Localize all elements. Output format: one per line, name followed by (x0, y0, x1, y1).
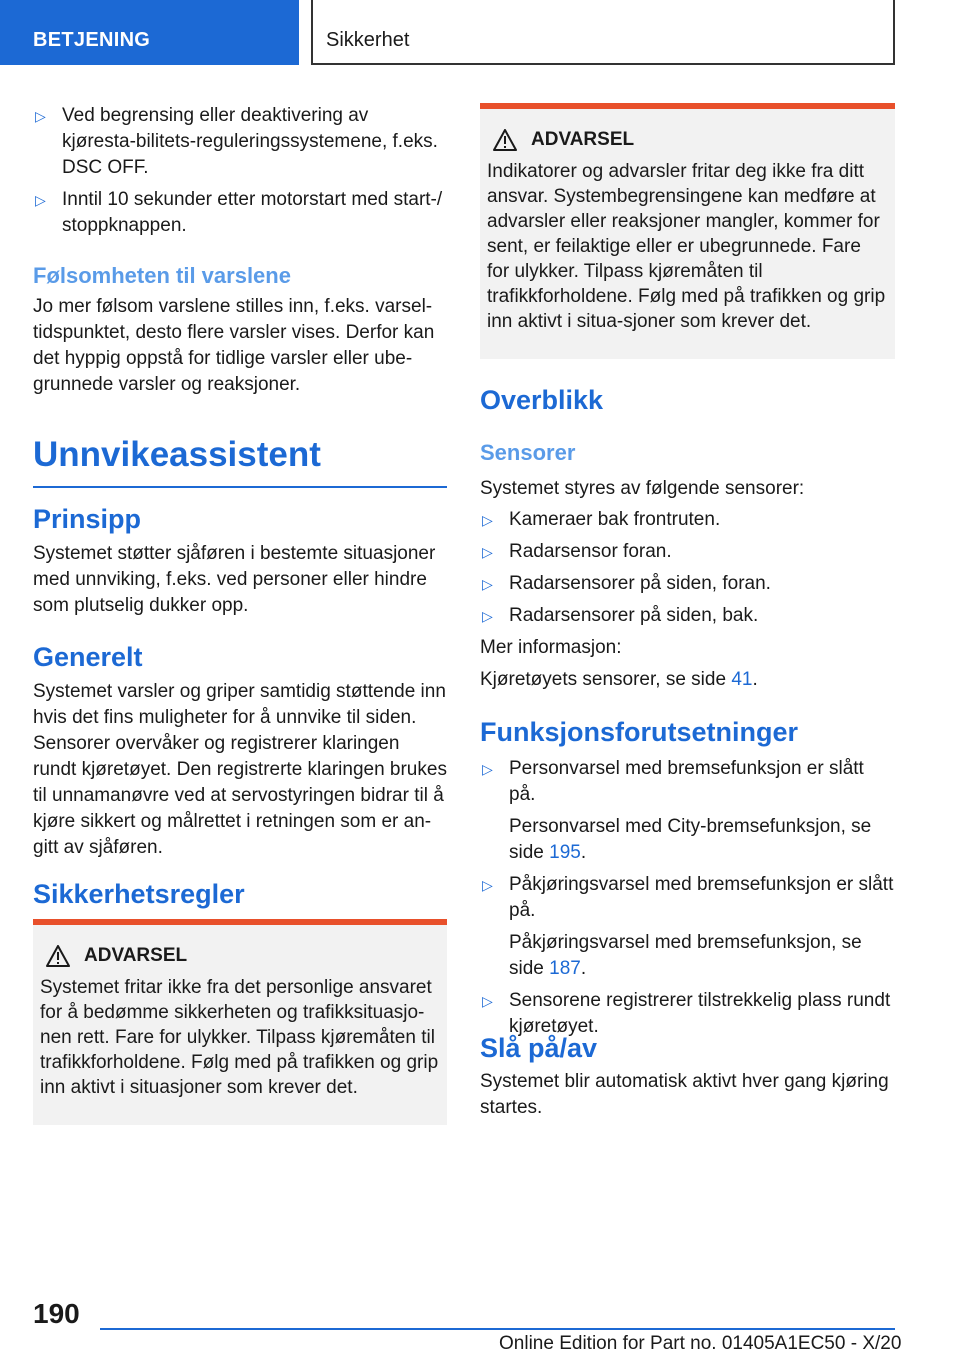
condition-list (33, 103, 447, 245)
title-rule (33, 486, 447, 488)
triangle-right-icon: ▷ (482, 576, 493, 592)
warning-header (487, 129, 888, 151)
triangle-right-icon: ▷ (482, 512, 493, 528)
prereq-heading: Funksjonsforutsetninger (480, 717, 799, 747)
header-divider (311, 0, 313, 65)
edition-text: Online Edition for Part no. 01405A1EC50 - X/20 (499, 1333, 902, 1354)
warning-box (480, 103, 895, 359)
list-item: ▷ Inntil 10 sekunder etter motorstart med start-/ stoppknappen. (35, 189, 443, 236)
triangle-right-icon: ▷ (482, 761, 493, 777)
warning-text: Systemet fritar ikke fra det personlige ansvaret for å bedømme sikkerheten og trafikksituasjo-nen rett. Fare for ulykker. Tilpass kjøremåten til trafikkforholdene. Følg med på trafikken og grip inn aktivt i situasjoner som krever det. (40, 977, 439, 1098)
prereq-reference: Personvarsel med City-bremsefunksjon, se side 195. (509, 816, 872, 863)
overview-heading: Overblikk (480, 385, 604, 415)
principle-heading: Prinsipp (33, 504, 142, 534)
page-link[interactable]: 187 (549, 958, 581, 979)
list-item: ▷ Personvarsel med bremsefunksjon er slått på. Personvarsel med City-bremsefunksjon, se side 195. (480, 756, 895, 866)
prereq-list (480, 756, 895, 1046)
page-number: 190 (33, 1298, 80, 1329)
main-heading-block (33, 435, 447, 488)
more-info-label: Mer informasjon: (480, 637, 622, 658)
triangle-right-icon: ▷ (35, 108, 46, 124)
header-section-tab (0, 0, 299, 65)
onoff-heading: Slå på/av (480, 1033, 598, 1063)
sensor-reference: Kjøretøyets sensorer, se side 41. (480, 669, 758, 690)
warning-label: ADVARSEL (84, 945, 188, 966)
warning-header (40, 945, 440, 967)
warning-label: ADVARSEL (531, 129, 635, 150)
warning-box (33, 919, 447, 1125)
header-topic: Sikkerhet (326, 29, 410, 51)
list-item: ▷ Kameraer bak frontruten. (480, 507, 895, 533)
list-item: ▷ Radarsensor foran. (480, 539, 895, 565)
warning-triangle-icon (46, 945, 70, 967)
general-heading: Generelt (33, 642, 143, 672)
onoff-text: Systemet blir automatisk aktivt hver gang kjøring startes. (480, 1071, 889, 1118)
page-link[interactable]: 41 (731, 669, 753, 690)
safety-heading: Sikkerhetsregler (33, 879, 245, 909)
header-section-label: BETJENING (33, 29, 151, 51)
triangle-right-icon: ▷ (482, 993, 493, 1009)
triangle-right-icon: ▷ (482, 877, 493, 893)
header-underline (311, 63, 895, 65)
sensor-list (480, 507, 895, 635)
sensitivity-text: Jo mer følsom varslene stilles inn, f.eks. varsel-tidspunktet, desto flere varsler vises. Derfor kan det hyppig oppstå for tidlige varsler eller ube-grunnede varsler og reaksjoner. (33, 296, 435, 395)
principle-text: Systemet støtter sjåføren i bestemte situasjoner med unnviking, f.eks. ved personer eller hindre som plutselig dukker opp. (33, 543, 436, 616)
list-item: ▷ Påkjøringsvarsel med bremsefunksjon er slått på. Påkjøringsvarsel med bremsefunksjon, se side 187. (480, 872, 895, 982)
triangle-right-icon: ▷ (482, 608, 493, 624)
prereq-reference: Påkjøringsvarsel med bremsefunksjon, se side 187. (509, 932, 862, 979)
warning-text: Indikatorer og advarsler fritar deg ikke fra ditt ansvar. Systembegrensingene kan medføre at advarsler eller reaksjoner mangler, kommer for sent, er feilaktige eller er ubegrunnede. Fare for ulykker. Tilpass kjøremåten til trafikkforholdene. Følg med på trafikken og grip inn aktivt i situa-sjoner som krever det. (487, 161, 886, 332)
list-item: ▷ Ved begrensing eller deaktivering av kjøresta-bilitets-reguleringssystemene, f.eks. DSC OFF. (35, 105, 438, 178)
warning-triangle-icon (493, 129, 517, 151)
triangle-right-icon: ▷ (482, 544, 493, 560)
list-item: ▷ Sensorene registrerer tilstrekkelig plass rundt kjøretøyet. (482, 990, 891, 1037)
general-text: Systemet varsler og griper samtidig støttende inn hvis det fins muligheter for å unnvike til siden. Sensorer overvåker og registrerer klaringen rundt kjøretøyet. Den registrerte klaringen brukes til unnamanøvre ved at servostyringen bidrar til å kjøre sikkert og målrettet i retningen som er an-gitt av sjåføren. (33, 681, 447, 858)
sensors-intro: Systemet styres av følgende sensorer: (480, 478, 805, 499)
header-right-border (893, 0, 895, 65)
page-title: Unnvikeassistent (33, 435, 321, 474)
list-item: ▷ Radarsensorer på siden, bak. (480, 603, 895, 629)
list-item: ▷ Radarsensorer på siden, foran. (480, 571, 895, 597)
footer-rule (100, 1328, 895, 1330)
sensors-heading: Sensorer (480, 440, 576, 465)
sensitivity-heading: Følsomheten til varslene (33, 263, 291, 288)
page-link[interactable]: 195 (549, 842, 581, 863)
triangle-right-icon: ▷ (35, 192, 46, 208)
